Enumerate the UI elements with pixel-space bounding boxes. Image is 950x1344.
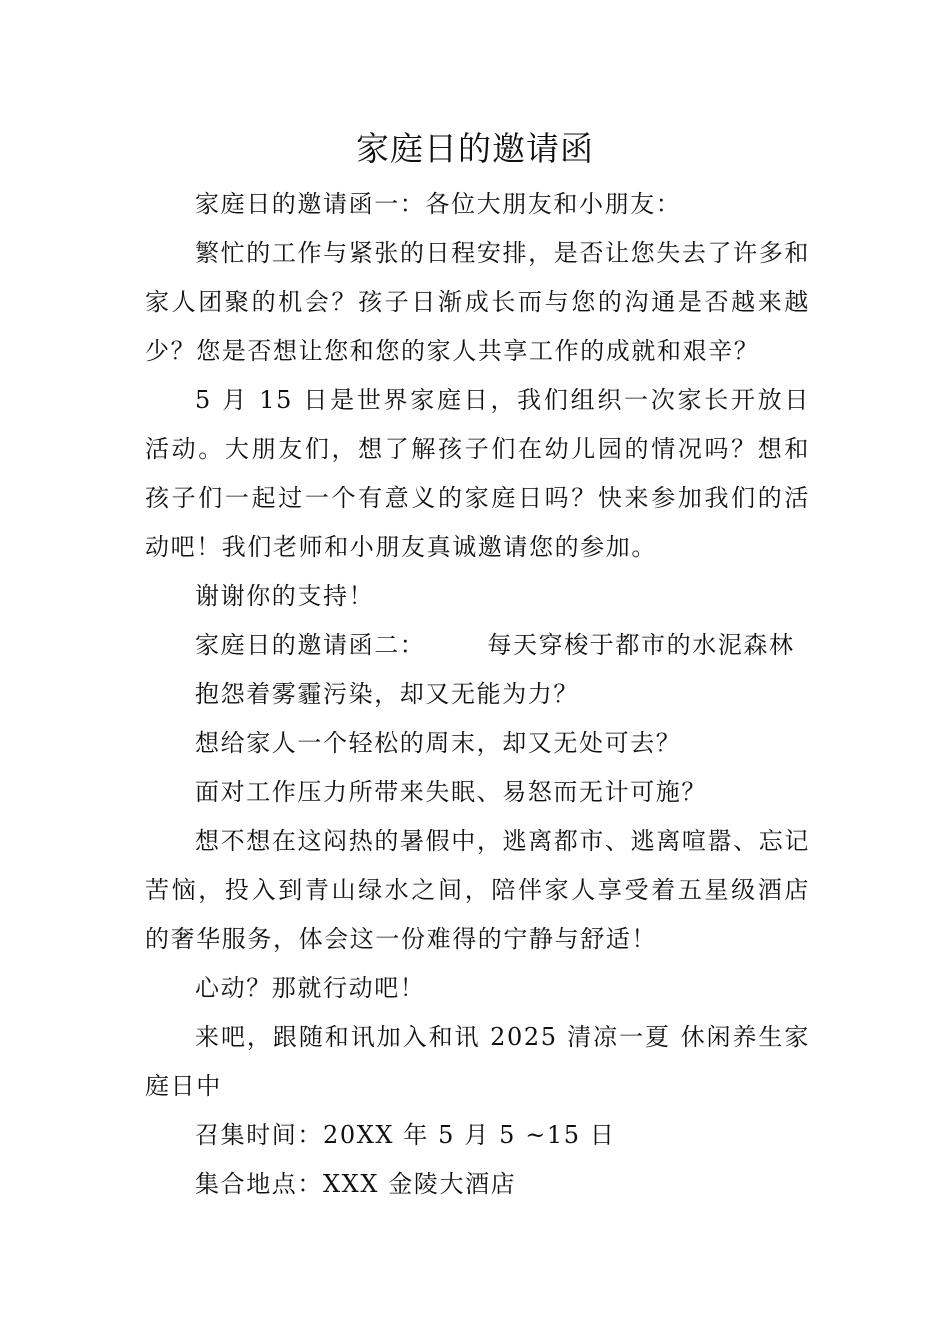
paragraph-greeting: 家庭日的邀请函一：各位大朋友和小朋友： (195, 190, 682, 218)
document-body (145, 180, 810, 1209)
invitation-two-text: 每天穿梭于都市的水泥森林 (487, 631, 795, 659)
paragraph-thanks: 谢谢你的支持！ (195, 582, 375, 610)
invitation-two-label: 家庭日的邀请函二： (195, 631, 426, 659)
page-title: 家庭日的邀请函 (356, 129, 594, 168)
paragraph-time: 召集时间：20XX 年 5 月 5 ~15 日 (195, 1121, 616, 1149)
paragraph-work-pressure: 面对工作压力所带来失眠、易怒而无计可施？ (195, 778, 707, 806)
paragraph-smog: 抱怨着雾霾污染，却又无能为力？ (195, 680, 579, 708)
paragraph-weekend: 想给家人一个轻松的周末，却又无处可去？ (195, 729, 682, 757)
paragraph-escape: 想不想在这闷热的暑假中，逃离都市、逃离喧嚣、忘记苦恼，投入到青山绿水之间，陪伴家人享受着五星级酒店的奢华服务，体会这一份难得的宁静与舒适！ (145, 827, 810, 953)
paragraph-action: 心动？那就行动吧！ (195, 974, 426, 1002)
paragraph-location: 集合地点：XXX 金陵大酒店 (195, 1170, 517, 1198)
paragraph-join: 来吧，跟随和讯加入和讯 2025 清凉一夏 休闲养生家庭日中 (145, 1023, 810, 1100)
paragraph-busy-schedule: 繁忙的工作与紧张的日程安排，是否让您失去了许多和家人团聚的机会？孩子日渐成长而与您的沟通是否越来越少？您是否想让您和您的家人共享工作的成就和艰辛？ (145, 239, 810, 365)
paragraph-family-day: 5 月 15 日是世界家庭日，我们组织一次家长开放日活动。大朋友们，想了解孩子们在幼儿园的情况吗？想和孩子们一起过一个有意义的家庭日吗？快来参加我们的活动吧！我们老师和小朋友真诚邀请您的参加。 (145, 386, 810, 561)
paragraph-invitation-two (145, 621, 810, 670)
